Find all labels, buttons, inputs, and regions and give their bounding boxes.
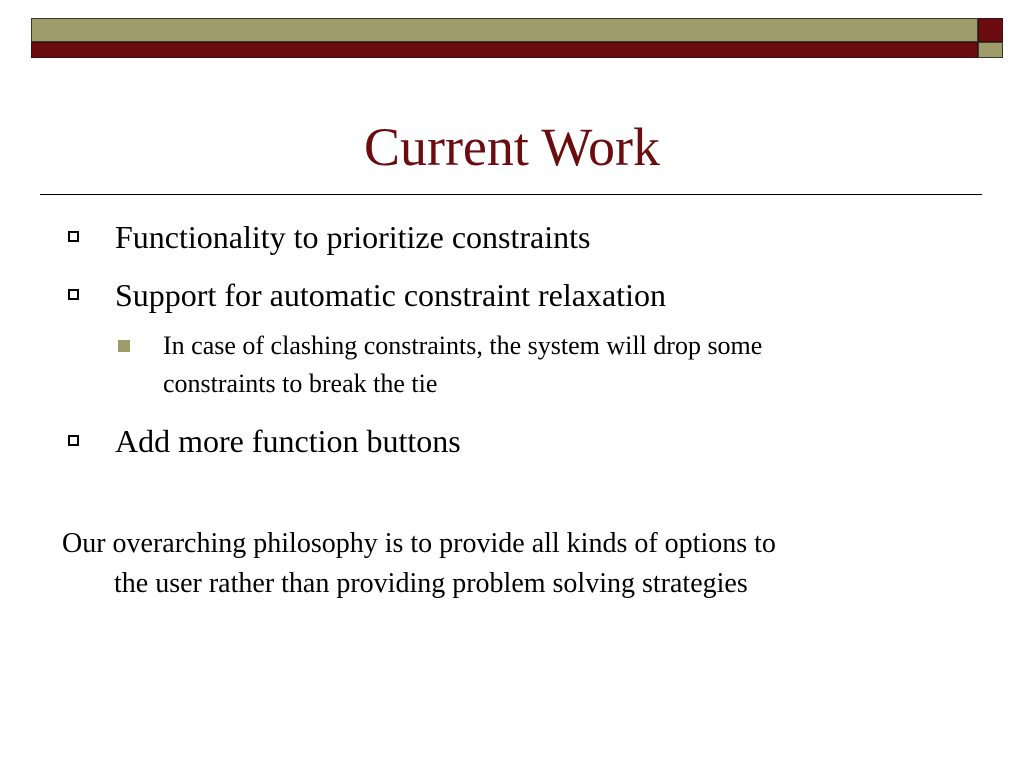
- sub-bullet-line-1: In case of clashing constraints, the system will drop some: [163, 331, 763, 360]
- bullet-item: [115, 422, 461, 460]
- closing-line-2: the user rather than providing problem solving strategies: [114, 568, 748, 599]
- hollow-square-bullet-icon: [68, 289, 79, 300]
- hollow-square-bullet-icon: [68, 435, 79, 446]
- sub-bullet-item: [163, 327, 963, 403]
- header-square-olive: [978, 42, 1003, 58]
- header-bar-maroon: [31, 42, 978, 58]
- hollow-square-bullet-icon: [68, 231, 79, 242]
- header-square-maroon: [978, 18, 1003, 42]
- sub-bullet-line-2: constraints to break the tie: [163, 369, 438, 398]
- bullet-text: Add more function buttons: [115, 423, 461, 459]
- bullet-item: [115, 218, 590, 256]
- bullet-text: Functionality to prioritize constraints: [115, 219, 591, 255]
- header-bar-olive: [31, 18, 978, 42]
- bullet-item: [115, 276, 666, 314]
- filled-square-bullet-icon: [118, 340, 130, 352]
- bullet-text: Support for automatic constraint relaxation: [115, 277, 666, 313]
- closing-statement: [62, 524, 962, 604]
- closing-line-1: Our overarching philosophy is to provide all kinds of options to: [62, 528, 776, 559]
- title-divider: [40, 194, 982, 195]
- slide-title: Current Work: [363, 117, 661, 177]
